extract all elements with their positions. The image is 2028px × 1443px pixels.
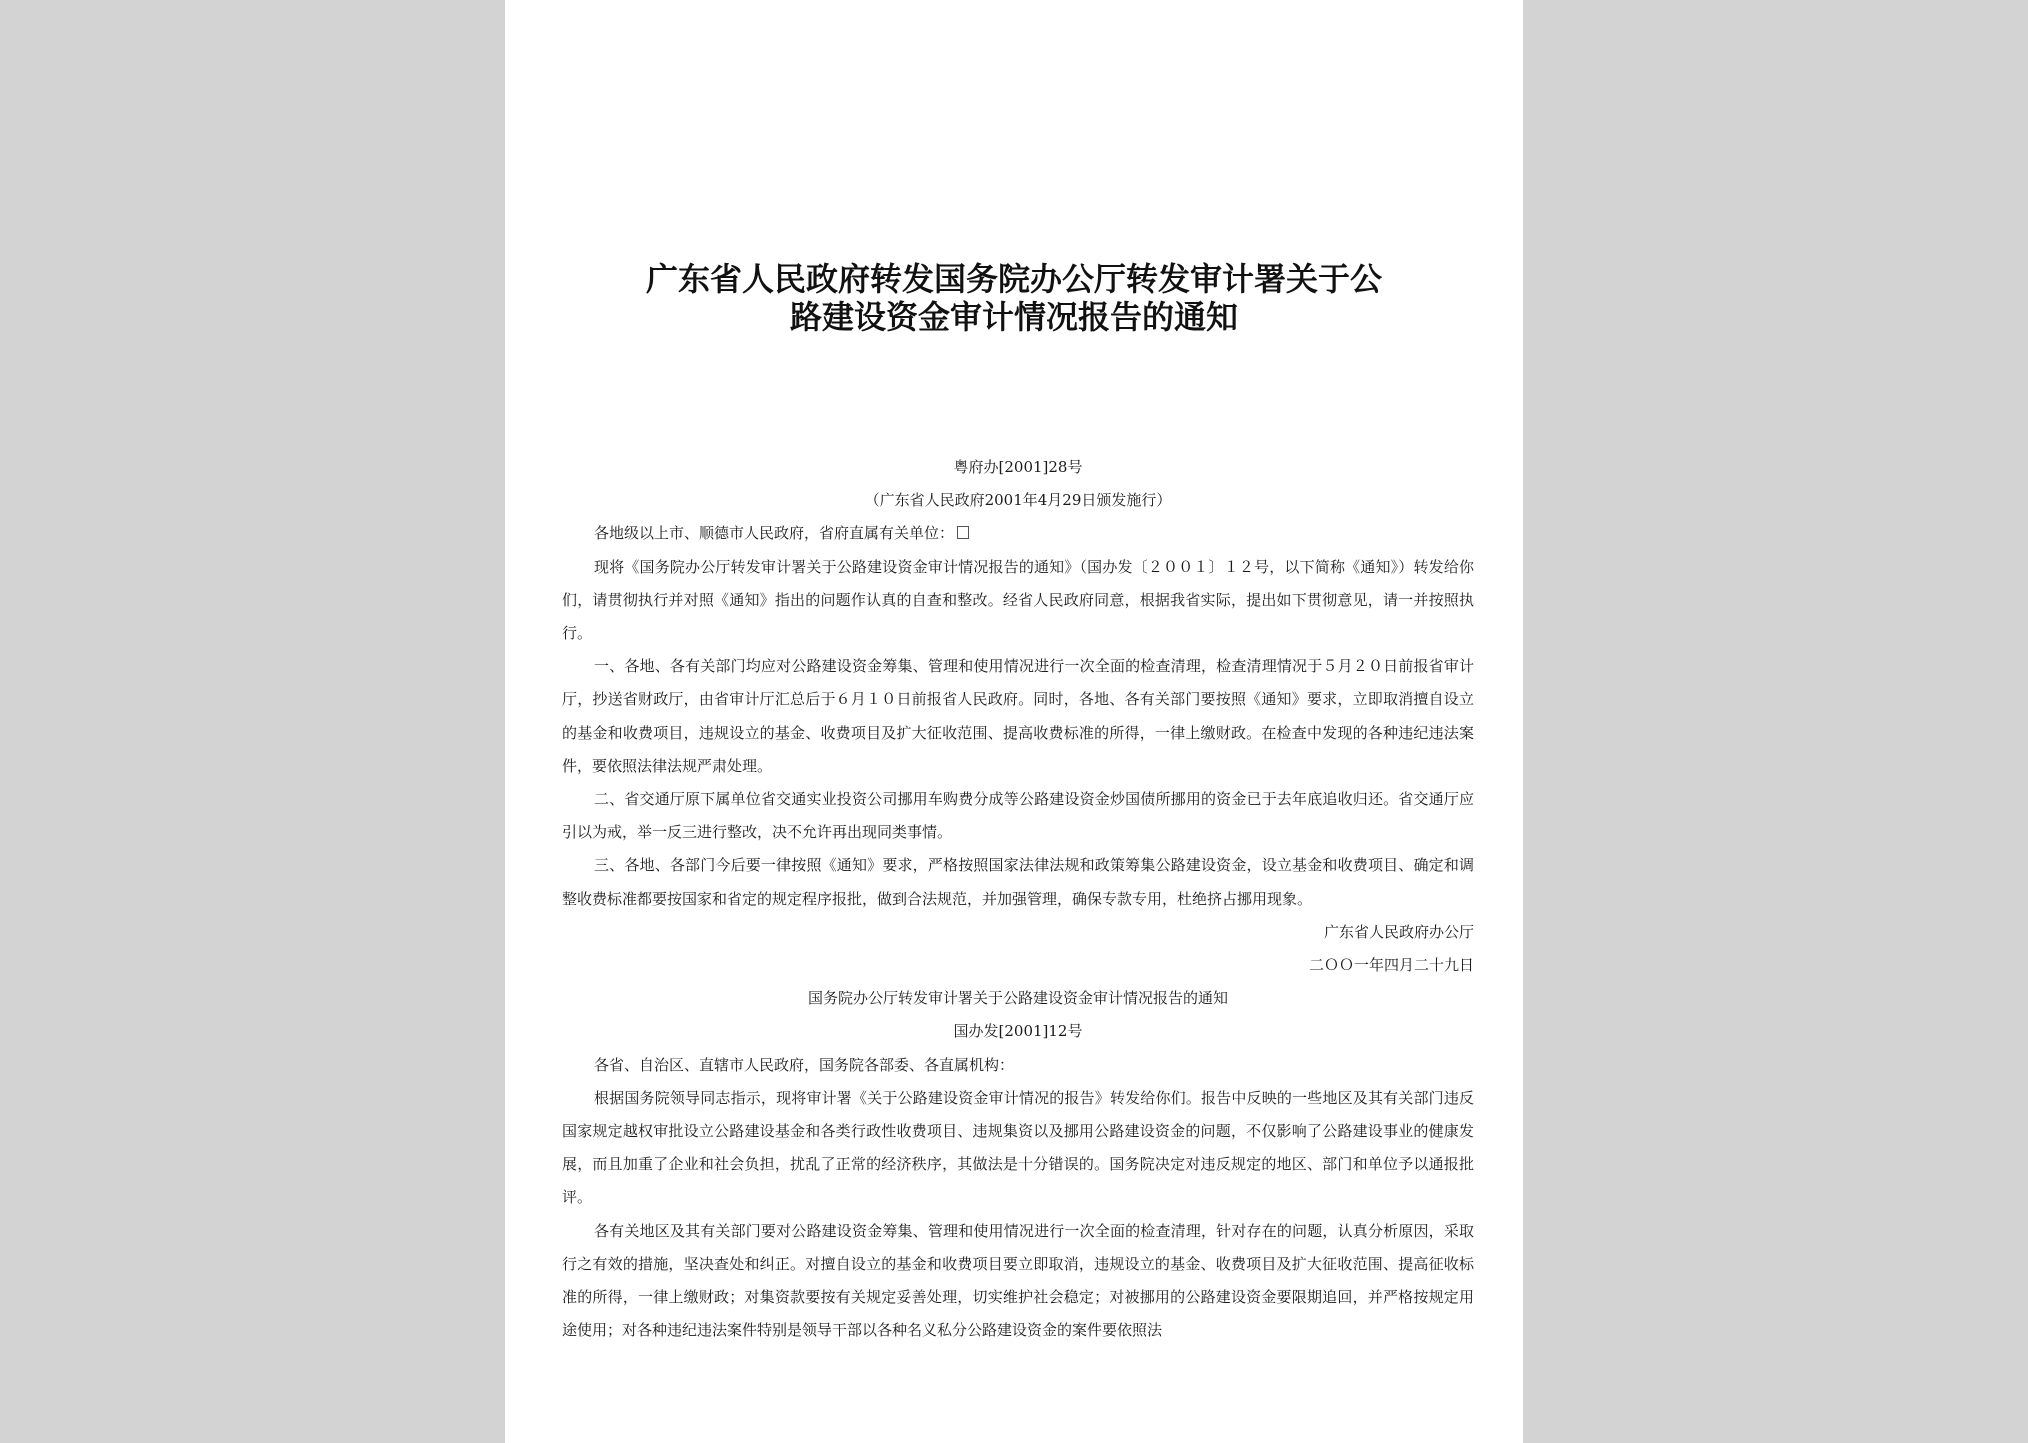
salutation-line [562,517,1474,550]
signature-date: 二ＯＯ一年四月二十九日 [1308,956,1474,975]
attached-title: 国务院办公厅转发审计署关于公路建设资金审计情况报告的通知 [807,989,1228,1008]
paragraph-2: 一、各地、各有关部门均应对公路建设资金筹集、管理和使用情况进行一次全面的检查清理，检查清理情况于５月２０日前报省审计厅，抄送省财政厅，由省审计厅汇总后于６月１０日前报省人民政府。同时，各地、各有关部门要按照《通知》要求，立即取消擅自设立的基金和收费项目，违规设立的基金、收费项目及扩大征收范围、提高收费标准的所得，一律上缴财政。在检查中发现的各种违纪违法案件，要依照法律法规严肃处理。 [562,657,1474,775]
document-number: 粤府办[2001]28号 [953,458,1083,476]
attached-paragraph-1: 根据国务院领导同志指示，现将审计署《关于公路建设资金审计情况的报告》转发给你们。报告中反映的一些地区及其有关部门违反国家规定越权审批设立公路建设基金和各类行政性收费项目、违规集资以及挪用公路建设资金的问题，不仅影响了公路建设事业的健康发展，而且加重了企业和社会负担，扰乱了正常的经济秩序，其做法是十分错误的。国务院决定对违反规定的地区、部门和单位予以通报批评。 [562,1088,1474,1207]
attached-number: 国办发[2001]12号 [953,1022,1083,1041]
paragraph-1: 现将《国务院办公厅转发审计署关于公路建设资金审计情况报告的通知》（国办发〔２００１〕１２号，以下简称《通知》）转发给你们，请贯彻执行并对照《通知》指出的问题作认真的自查和整改。经省人民政府同意，根据我省实际，提出如下贯彻意见，请一并按照执行。 [562,557,1474,643]
document-title [505,260,1523,336]
paragraph-3: 二、省交通厅原下属单位省交通实业投资公司挪用车购费分成等公路建设资金炒国债所挪用的资金已于去年底追收归还。省交通厅应引以为戒，举一反三进行整改，决不允许再出现同类事情。 [562,790,1474,842]
signature-org: 广东省人民政府办公厅 [1323,922,1474,941]
document-body [562,451,1474,1347]
title-line-1: 广东省人民政府转发国务院办公厅转发审计署关于公 [645,260,1382,298]
attached-salutation: 各省、自治区、直辖市人民政府，国务院各部委、各直属机构： [594,1055,1015,1074]
title-line-2: 路建设资金审计情况报告的通知 [789,298,1238,336]
paragraph-4: 三、各地、各部门今后要一律按照《通知》要求，严格按照国家法律法规和政策筹集公路建设资金，设立基金和收费项目、确定和调整收费标准都要按国家和省定的规定程序报批，做到合法规范，并加强管理，确保专款专用，杜绝挤占挪用现象。 [562,856,1474,908]
placeholder-box-icon [957,526,969,539]
issue-note: （广东省人民政府2001年4月29日颁发施行） [864,491,1172,510]
attached-paragraph-2: 各有关地区及其有关部门要对公路建设资金筹集、管理和使用情况进行一次全面的检查清理，针对存在的问题，认真分析原因，采取行之有效的措施，坚决查处和纠正。对擅自设立的基金和收费项目要立即取消，违规设立的基金、收费项目及扩大征收范围、提高征收标准的所得，一律上缴财政；对集资款要按有关规定妥善处理，切实维护社会稳定；对被挪用的公路建设资金要限期追回，并严格按规定用途使用；对各种违纪违法案件特别是领导干部以各种名义私分公路建设资金的案件要依照法 [562,1221,1474,1340]
salutation: 各地级以上市、顺德市人民政府，省府直属有关单位： [594,524,955,543]
document-page [505,0,1523,1443]
